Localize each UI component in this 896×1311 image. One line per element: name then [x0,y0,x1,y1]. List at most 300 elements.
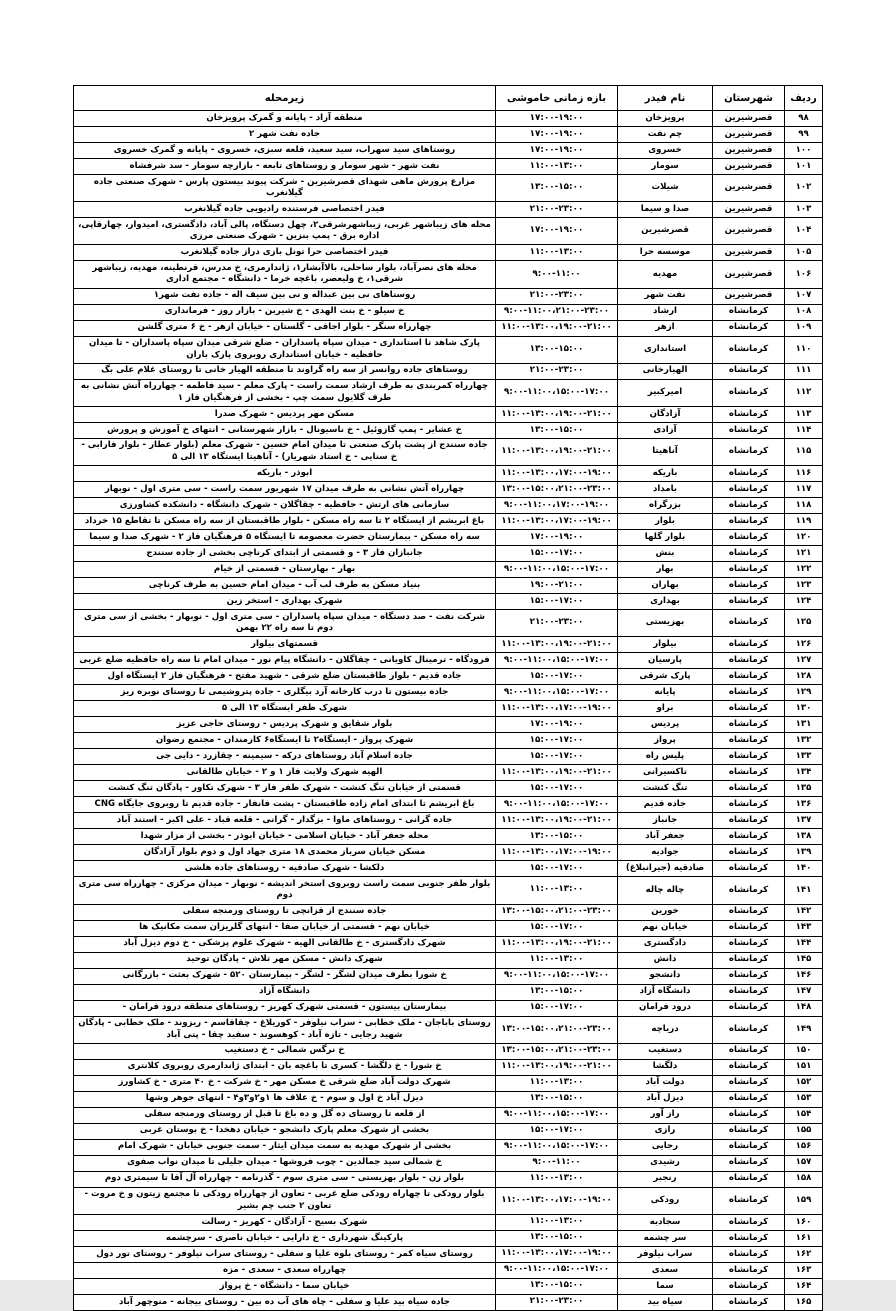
cell-index: ۱۵۱ [785,1059,823,1075]
cell-index: ۱۵۰ [785,1043,823,1059]
cell-area: شرکت نفت - صد دستگاه - میدان سپاه پاسداران - سی متری اول - نوبهار - بخشی از سی متری دوم تا سه راه ۲۲ بهمن [74,610,496,637]
cell-time: ۹:۰۰-۱۱:۰۰،۱۵:۰۰-۱۷:۰۰ [496,562,618,578]
cell-index: ۱۲۹ [785,685,823,701]
table-row [74,1214,823,1230]
cell-index: ۱۴۹ [785,1016,823,1043]
cell-feeder: راز آور [618,1107,713,1123]
cell-county: کرمانشاه [713,968,785,984]
cell-area: باغ ابریشم تا ابتدای امام زاده طاقبستان - پشت فانفار - جاده قدیم تا روبروی جایگاه CNG [74,797,496,813]
cell-time: ۱۵:۰۰-۱۷:۰۰ [496,781,618,797]
cell-area: خیابان نهم - قسمتی از خیابان صفا - انتهای گلریزان سمت مکانیک ها [74,920,496,936]
cell-feeder: پردیس [618,717,713,733]
cell-area: محله های زیباشهر غربی، زیباشهرشرقی۲، چهل دستگاه، پالی آباد، دادگستری، امیدوار، چهارقاپی، اداره برق - پمپ بنزین - شهرک صنعتی مرزی [74,218,496,245]
cell-index: ۱۴۳ [785,920,823,936]
cell-county: کرمانشاه [713,466,785,482]
cell-feeder: دریاچه [618,1016,713,1043]
table-row [74,218,823,245]
cell-index: ۱۳۸ [785,829,823,845]
table-row [74,202,823,218]
table-row [74,143,823,159]
table-row [74,498,823,514]
cell-feeder: پایانه [618,685,713,701]
cell-county: کرمانشاه [713,781,785,797]
cell-feeder: جاده قدیم [618,797,713,813]
cell-index: ۱۲۱ [785,546,823,562]
cell-feeder: دلگشا [618,1059,713,1075]
cell-area: پارک شاهد تا استانداری - میدان سپاه پاسداران - ضلع شرقی میدان سپاه پاسداران - تا میدان حافظیه - خیابان استانداری روبروی پارک باران [74,336,496,363]
cell-time: ۹:۰۰-۱۱:۰۰،۱۷:۰۰-۱۹:۰۰ [496,498,618,514]
cell-county: کرمانشاه [713,1043,785,1059]
cell-index: ۱۰۲ [785,175,823,202]
cell-time: ۱۳:۰۰-۱۵:۰۰ [496,175,618,202]
table-row [74,653,823,669]
cell-feeder: رشیدی [618,1155,713,1171]
cell-area: جاده نفت شهر ۲ [74,127,496,143]
cell-feeder: سر چشمه [618,1230,713,1246]
table-row [74,685,823,701]
cell-county: کرمانشاه [713,733,785,749]
cell-area: روستای باباجان - ملک خطابی - سراب نیلوفر - کوریلاغ - چقاقاسم - ریزوند - ملک خطابی - پادگان شهید رجایی - تازه آباد - کوهسوند - سفید چقا - پتی آباد [74,1016,496,1043]
table-row [74,610,823,637]
cell-time: ۱۳:۰۰-۱۵:۰۰ [496,422,618,438]
cell-area: جانبازان فاز ۳ - و قسمتی از ابتدای کرناچی بخشی از جاده سنندج [74,546,496,562]
cell-index: ۱۰۹ [785,320,823,336]
cell-area: خ شورا - خ دلگشا - کسری تا باغچه بان - ابتدای ژاندارمری روبروی کلانتری [74,1059,496,1075]
cell-index: ۱۰۴ [785,218,823,245]
cell-county: کرمانشاه [713,438,785,465]
cell-index: ۱۵۵ [785,1123,823,1139]
cell-index: ۱۳۷ [785,813,823,829]
cell-county: کرمانشاه [713,1075,785,1091]
table-row [74,336,823,363]
cell-index: ۱۱۹ [785,514,823,530]
cell-county: کرمانشاه [713,594,785,610]
cell-time: ۱۵:۰۰-۱۷:۰۰ [496,1123,618,1139]
cell-area: چهارراه سنگر - بلوار اجاقی - گلستان - خیابان ازهر - خ ۶ متری گلشن [74,320,496,336]
cell-index: ۱۰۰ [785,143,823,159]
cell-county: کرمانشاه [713,1091,785,1107]
cell-county: کرمانشاه [713,749,785,765]
cell-area: نفت شهر - شهر سومار و روستاهای تابعه - بازارچه سومار - سد شرفشاه [74,159,496,175]
cell-county: کرمانشاه [713,829,785,845]
cell-feeder: بیلوار [618,637,713,653]
cell-area: روستاهای نی بین عبداله و نی بین سیف اله - جاده نفت شهر۱ [74,288,496,304]
cell-index: ۱۶۴ [785,1278,823,1294]
cell-time: ۹:۰۰-۱۱:۰۰،۱۵:۰۰-۱۷:۰۰ [496,1139,618,1155]
cell-time: ۱۷:۰۰-۱۹:۰۰ [496,143,618,159]
cell-time: ۱۷:۰۰-۱۹:۰۰ [496,530,618,546]
cell-county: کرمانشاه [713,877,785,904]
cell-feeder: بلوار [618,514,713,530]
cell-county: کرمانشاه [713,363,785,379]
cell-county: کرمانشاه [713,514,785,530]
cell-index: ۱۵۴ [785,1107,823,1123]
table-row [74,159,823,175]
cell-feeder: دانش [618,952,713,968]
table-row [74,797,823,813]
table-row [74,1075,823,1091]
cell-feeder: بامداد [618,482,713,498]
cell-county: کرمانشاه [713,320,785,336]
cell-index: ۱۳۵ [785,781,823,797]
cell-county: کرمانشاه [713,1171,785,1187]
cell-county: کرمانشاه [713,904,785,920]
cell-area: شهرک دولت آباد ضلع شرقی خ مسکن مهر - خ شرکت - خ ۴۰ متری - خ کشاورز [74,1075,496,1091]
cell-county: کرمانشاه [713,685,785,701]
cell-feeder: بهاران [618,578,713,594]
table-row [74,1187,823,1214]
table-row [74,733,823,749]
cell-index: ۱۱۶ [785,466,823,482]
cell-index: ۱۱۴ [785,422,823,438]
table-row [74,904,823,920]
table-row [74,320,823,336]
cell-time: ۱۳:۰۰-۱۵:۰۰ [496,1091,618,1107]
cell-feeder: باریکه [618,466,713,482]
cell-county: قصرشیرین [713,202,785,218]
cell-feeder: پلیس راه [618,749,713,765]
cell-county: کرمانشاه [713,1246,785,1262]
table-row [74,829,823,845]
cell-area: دانشگاه آزاد [74,984,496,1000]
cell-area: محله های نصرآباد، بلوار ساحلی، بالاآبشار۱، ژاندارمری، خ مدرس، قرنطینه، مهدیه، زیباشهر شرقی۱، خ ولیعصر، باغچه خرما - دانشگاه - مجتمع اداری [74,261,496,288]
cell-feeder: دستغیب [618,1043,713,1059]
table-row [74,781,823,797]
cell-area: مزارع پرورش ماهی شهدای قصرشیرین - شرکت پیوند بیستون پارس - شهرک صنعتی جاده گیلانغرب [74,175,496,202]
cell-feeder: خیابان نهم [618,920,713,936]
outage-table [73,85,823,1311]
cell-county: کرمانشاه [713,1139,785,1155]
cell-index: ۱۱۲ [785,379,823,406]
cell-county: کرمانشاه [713,562,785,578]
cell-index: ۱۰۵ [785,245,823,261]
cell-county: کرمانشاه [713,845,785,861]
table-row [74,984,823,1000]
cell-index: ۱۳۰ [785,701,823,717]
cell-feeder: رجایی [618,1139,713,1155]
cell-index: ۱۲۳ [785,578,823,594]
cell-index: ۱۶۲ [785,1246,823,1262]
cell-county: قصرشیرین [713,175,785,202]
cell-index: ۱۵۶ [785,1139,823,1155]
table-row [74,1123,823,1139]
cell-county: کرمانشاه [713,765,785,781]
cell-feeder: مهدیه [618,261,713,288]
cell-index: ۱۲۲ [785,562,823,578]
cell-feeder: آزادی [618,422,713,438]
cell-index: ۱۲۰ [785,530,823,546]
cell-county: قصرشیرین [713,159,785,175]
table-row [74,1278,823,1294]
cell-time: ۱۱:۰۰-۱۳:۰۰،۱۷:۰۰-۱۹:۰۰ [496,845,618,861]
cell-index: ۱۱۵ [785,438,823,465]
cell-feeder: تنگ کنشت [618,781,713,797]
table-row [74,1171,823,1187]
cell-time: ۱۱:۰۰-۱۳:۰۰،۱۷:۰۰-۱۹:۰۰ [496,1246,618,1262]
cell-index: ۱۵۸ [785,1171,823,1187]
cell-county: کرمانشاه [713,936,785,952]
table-row [74,111,823,127]
cell-area: چهارراه کمربندی به طرف ارشاد سمت راست - پارک معلم - سید فاطمه - چهارراه آتش نشانی به طرف گلایول سمت چپ - بخشی از فرهنگیان فاز ۱ [74,379,496,406]
cell-index: ۱۳۴ [785,765,823,781]
cell-index: ۱۲۸ [785,669,823,685]
cell-county: کرمانشاه [713,1262,785,1278]
cell-county: قصرشیرین [713,127,785,143]
cell-area: بخشی از شهرک معلم پارک دانشجو - خیابان دهخدا - خ بوستان غربی [74,1123,496,1139]
cell-area: جاده بیستون تا درب کارخانه آرد بیگلری - جاده پتروشیمی تا روستای نوبره ریز [74,685,496,701]
cell-feeder: رودکی [618,1187,713,1214]
cell-index: ۱۱۸ [785,498,823,514]
cell-feeder: رازی [618,1123,713,1139]
cell-index: ۱۲۴ [785,594,823,610]
table-row [74,936,823,952]
cell-area: سه راه مسکن - بیمارستان حضرت معصومه تا ایستگاه ۵ فرهنگیان فاز ۲ - شهرک صدا و سیما [74,530,496,546]
cell-feeder: سومار [618,159,713,175]
table-row [74,669,823,685]
cell-index: ۱۰۶ [785,261,823,288]
cell-time: ۱۱:۰۰-۱۳:۰۰،۱۷:۰۰-۱۹:۰۰ [496,466,618,482]
cell-feeder: بنش [618,546,713,562]
cell-index: ۱۵۷ [785,1155,823,1171]
cell-time: ۱۱:۰۰-۱۳:۰۰ [496,877,618,904]
cell-county: کرمانشاه [713,546,785,562]
cell-county: کرمانشاه [713,406,785,422]
cell-feeder: امیرکبیر [618,379,713,406]
cell-index: ۱۱۰ [785,336,823,363]
cell-area: از قلعه تا روستای ده گل و ده باغ تا قبل از روستای ورمنجه سفلی [74,1107,496,1123]
table-row [74,717,823,733]
table-row [74,701,823,717]
cell-feeder: پرویزخان [618,111,713,127]
cell-area: جاده سنندج از پشت پارک صنعتی تا میدان امام حسین - شهرک معلم (بلوار عطار - بلوار فارابی - خ سنایی - خ استاد شهریار) - آناهیتا ایستگاه ۱۳ الی ۵ [74,438,496,465]
cell-feeder: سما [618,1278,713,1294]
cell-county: قصرشیرین [713,111,785,127]
cell-county: کرمانشاه [713,336,785,363]
cell-area: جاده اسلام آباد روستاهای درکه - سیمینه - چقازرد - دایی جی [74,749,496,765]
cell-feeder: قصرشیرین [618,218,713,245]
cell-index: ۱۳۳ [785,749,823,765]
cell-county: کرمانشاه [713,701,785,717]
table-row [74,304,823,320]
cell-time: ۹:۰۰-۱۱:۰۰،۱۵:۰۰-۱۷:۰۰ [496,1107,618,1123]
cell-area: محله جعفر آباد - خیابان اسلامی - خیابان ابوذر - بخشی از مزار شهدا [74,829,496,845]
cell-time: ۱۱:۰۰-۱۳:۰۰ [496,159,618,175]
cell-feeder: شیلات [618,175,713,202]
cell-index: ۹۸ [785,111,823,127]
cell-time: ۱۱:۰۰-۱۳:۰۰ [496,1075,618,1091]
cell-area: ابوذر - باریکه [74,466,496,482]
cell-feeder: صدا و سیما [618,202,713,218]
cell-area: قسمتهای بیلوار [74,637,496,653]
cell-area: روستاهای سید سهراب، سید سعید، قلعه سبزی، خسروی - پایانه و گمرک خسروی [74,143,496,159]
cell-time: ۱۱:۰۰-۱۳:۰۰،۱۹:۰۰-۲۱:۰۰ [496,1059,618,1075]
cell-area: جاده سنندج از قزانچی تا روستای ورمنجه سفلی [74,904,496,920]
cell-area: جاده سیاه بید علیا و سفلی - چاه های آب ده بین - روستای بیجانه - منوچهر آباد [74,1294,496,1310]
table-row [74,127,823,143]
cell-county: کرمانشاه [713,653,785,669]
cell-feeder: سجادیه [618,1214,713,1230]
cell-county: کرمانشاه [713,1059,785,1075]
cell-feeder: سراب نیلوفر [618,1246,713,1262]
cell-county: کرمانشاه [713,1016,785,1043]
cell-time: ۱۱:۰۰-۱۳:۰۰،۱۹:۰۰-۲۱:۰۰ [496,765,618,781]
table-row [74,1230,823,1246]
cell-feeder: تاکسیرانی [618,765,713,781]
cell-feeder: پارک شرقی [618,669,713,685]
cell-county: قصرشیرین [713,218,785,245]
table-row [74,813,823,829]
cell-feeder: رنجبر [618,1171,713,1187]
cell-index: ۱۶۵ [785,1294,823,1310]
cell-time: ۱۵:۰۰-۱۷:۰۰ [496,1000,618,1016]
outage-table-container [73,85,823,1311]
cell-index: ۱۱۷ [785,482,823,498]
cell-county: کرمانشاه [713,1000,785,1016]
cell-area: الهیه شهرک ولایت فاز ۱ و ۲ - خیابان طالقانی [74,765,496,781]
cell-index: ۱۲۵ [785,610,823,637]
cell-time: ۱۷:۰۰-۱۹:۰۰ [496,111,618,127]
cell-time: ۱۵:۰۰-۱۷:۰۰ [496,594,618,610]
cell-county: کرمانشاه [713,1278,785,1294]
cell-time: ۱۳:۰۰-۱۵:۰۰ [496,984,618,1000]
table-row [74,1294,823,1310]
cell-feeder: بهار [618,562,713,578]
cell-county: کرمانشاه [713,952,785,968]
cell-time: ۱۵:۰۰-۱۷:۰۰ [496,733,618,749]
cell-area: شهرک دادگستری - خ طالقانی الهیه - شهرک علوم پزشکی - خ دوم دیزل آباد [74,936,496,952]
cell-time: ۱۱:۰۰-۱۳:۰۰،۱۹:۰۰-۲۱:۰۰ [496,438,618,465]
cell-area: سازمانی های ارتش - حافظیه - چقاگلان - شهرک دانشگاه - دانشکده کشاورزی [74,498,496,514]
table-row [74,514,823,530]
cell-index: ۱۰۱ [785,159,823,175]
cell-index: ۱۶۰ [785,1214,823,1230]
cell-time: ۲۱:۰۰-۲۳:۰۰ [496,610,618,637]
cell-area: فیدر اختصاصی فرستنده رادیویی جاده گیلانغرب [74,202,496,218]
table-row [74,466,823,482]
cell-area: پارکینگ شهرداری - خ دارایی - خیابان ناصری - سرچشمه [74,1230,496,1246]
table-row [74,562,823,578]
cell-time: ۱۳:۰۰-۱۵:۰۰،۲۱:۰۰-۲۳:۰۰ [496,1043,618,1059]
cell-county: کرمانشاه [713,498,785,514]
cell-area: خ شمالی سید جمالدین - چوب فروشها - میدان جلیلی تا میدان نواب صفوی [74,1155,496,1171]
cell-time: ۱۱:۰۰-۱۳:۰۰،۱۹:۰۰-۲۱:۰۰ [496,936,618,952]
table-row [74,288,823,304]
table-row [74,546,823,562]
cell-time: ۱۱:۰۰-۱۳:۰۰،۱۹:۰۰-۲۱:۰۰ [496,637,618,653]
cell-county: کرمانشاه [713,813,785,829]
cell-county: قصرشیرین [713,288,785,304]
cell-area: مسکن خیابان سرباز محمدی ۱۸ متری جهاد اول و دوم بلوار آزادگان [74,845,496,861]
cell-feeder: ازهر [618,320,713,336]
cell-county: کرمانشاه [713,797,785,813]
cell-time: ۱۷:۰۰-۱۹:۰۰ [496,717,618,733]
cell-area: روستای سیاه کمر - روستای بلوه علیا و سفلی - روستای سراب نیلوفر - روستای تور دول [74,1246,496,1262]
table-row [74,1246,823,1262]
cell-time: ۱۵:۰۰-۱۷:۰۰ [496,546,618,562]
cell-feeder: براو [618,701,713,717]
cell-time: ۱۷:۰۰-۱۹:۰۰ [496,218,618,245]
cell-index: ۱۱۱ [785,363,823,379]
table-row [74,637,823,653]
cell-county: کرمانشاه [713,920,785,936]
cell-feeder: سیاه بید [618,1294,713,1310]
cell-time: ۱۱:۰۰-۱۳:۰۰،۱۷:۰۰-۱۹:۰۰ [496,701,618,717]
cell-feeder: دولت آباد [618,1075,713,1091]
cell-time: ۱۱:۰۰-۱۳:۰۰،۱۷:۰۰-۱۹:۰۰ [496,514,618,530]
cell-time: ۱۱:۰۰-۱۳:۰۰،۱۷:۰۰-۱۹:۰۰ [496,1187,618,1214]
table-row [74,175,823,202]
cell-feeder: دانشگاه آزاد [618,984,713,1000]
cell-area: شهرک پرواز - ایستگاه۲ تا ایستگاه۶ کارمندان - مجتمع رضوان [74,733,496,749]
cell-area: بخشی از شهرک مهدیه به سمت میدان ایثار - سمت جنوبی خیابان - شهرک امام [74,1139,496,1155]
cell-feeder: نفت شهر [618,288,713,304]
cell-feeder: چاله چاله [618,877,713,904]
cell-area: بنیاد مسکن به طرف لب آب - میدان امام حسین به طرف کرناچی [74,578,496,594]
cell-time: ۱۱:۰۰-۱۳:۰۰،۱۹:۰۰-۲۱:۰۰ [496,406,618,422]
cell-county: کرمانشاه [713,984,785,1000]
cell-index: ۱۴۸ [785,1000,823,1016]
cell-time: ۹:۰۰-۱۱:۰۰،۱۵:۰۰-۱۷:۰۰ [496,653,618,669]
cell-feeder: ارشاد [618,304,713,320]
cell-time: ۱۳:۰۰-۱۵:۰۰ [496,336,618,363]
cell-time: ۱۱:۰۰-۱۳:۰۰،۱۹:۰۰-۲۱:۰۰ [496,813,618,829]
cell-index: ۱۴۴ [785,936,823,952]
cell-index: ۱۳۱ [785,717,823,733]
cell-index: ۱۰۸ [785,304,823,320]
cell-area: چهارراه آتش نشانی به طرف میدان ۱۷ شهریور سمت راست - سی متری اول - نوبهار [74,482,496,498]
cell-area: خ نرگس شمالی - خ دستغیب [74,1043,496,1059]
cell-time: ۱۳:۰۰-۱۵:۰۰ [496,1278,618,1294]
cell-area: قسمتی از خیابان تنگ کنشت - شهرک ظفر فاز ۳ - شهرک تکاور - پادگان تنگ کنشت [74,781,496,797]
table-row [74,1043,823,1059]
cell-area: دیزل آباد خ اول و سوم - خ علاف ها ۱و۲و۳و۴ - انتهای جوهر وشها [74,1091,496,1107]
cell-area: باغ ابریشم از ایستگاه ۲ تا سه راه مسکن - بلوار طاقبستان از سه راه مسکن تا تقاطع ۱۵ خرداد [74,514,496,530]
cell-time: ۱۵:۰۰-۱۷:۰۰ [496,669,618,685]
cell-index: ۱۵۳ [785,1091,823,1107]
cell-feeder: استانداری [618,336,713,363]
cell-county: کرمانشاه [713,1214,785,1230]
cell-index: ۹۹ [785,127,823,143]
cell-feeder: خورین [618,904,713,920]
table-row [74,845,823,861]
cell-feeder: دادگستری [618,936,713,952]
column-header-feeder: نام فیدر [618,86,713,111]
table-row [74,765,823,781]
cell-index: ۱۴۲ [785,904,823,920]
cell-feeder: بهداری [618,594,713,610]
cell-area: چهارراه سعدی - سعدی - مزه [74,1262,496,1278]
cell-index: ۱۴۱ [785,877,823,904]
cell-county: کرمانشاه [713,1123,785,1139]
cell-time: ۹:۰۰-۱۱:۰۰،۱۵:۰۰-۱۷:۰۰ [496,797,618,813]
cell-time: ۱۹:۰۰-۲۱:۰۰ [496,578,618,594]
cell-area: جاده قدیم - بلوار طاقبستان ضلع شرقی - شهید مفتح - فرهنگیان فاز ۲ ایستگاه اول [74,669,496,685]
cell-time: ۱۳:۰۰-۱۵:۰۰ [496,1230,618,1246]
cell-county: کرمانشاه [713,1230,785,1246]
cell-county: کرمانشاه [713,1294,785,1310]
cell-feeder: چم نفت [618,127,713,143]
table-row [74,1262,823,1278]
table-row [74,578,823,594]
column-header-county: شهرستان [713,86,785,111]
table-row [74,1139,823,1155]
cell-feeder: سعدی [618,1262,713,1278]
cell-feeder: آناهیتا [618,438,713,465]
table-row [74,245,823,261]
cell-time: ۱۵:۰۰-۱۷:۰۰ [496,861,618,877]
cell-county: کرمانشاه [713,304,785,320]
table-row [74,861,823,877]
